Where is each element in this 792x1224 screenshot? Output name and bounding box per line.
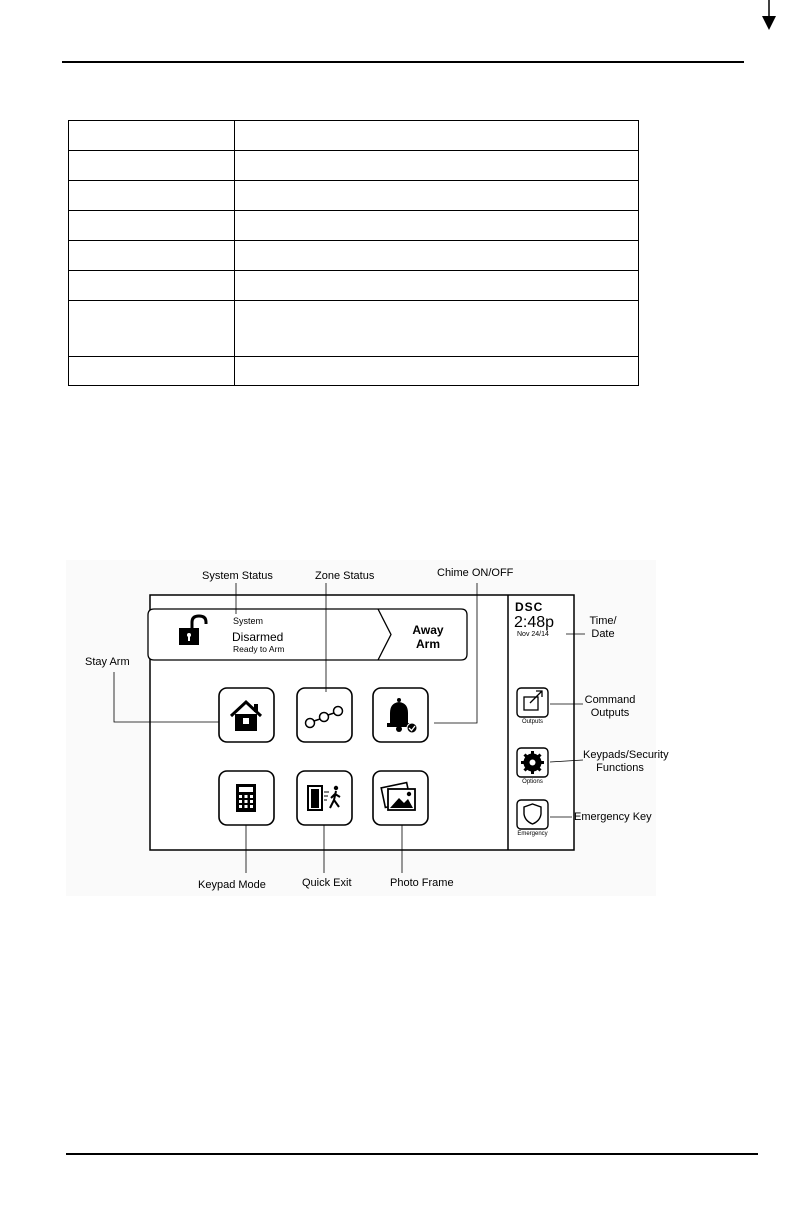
brand-logo: DSC (515, 600, 544, 614)
blank-table (68, 120, 639, 386)
callout-time-line1: Time/ (589, 615, 617, 627)
away-arm-line2: Arm (415, 637, 440, 651)
outputs-label: Outputs (521, 719, 543, 725)
zone-status-button (297, 688, 352, 742)
options-label: Options (522, 779, 543, 785)
table-row (69, 241, 639, 271)
callout-time-line2: Date (591, 628, 615, 640)
away-arm-line1: Away (412, 623, 444, 637)
outputs-button (517, 688, 548, 717)
corner-arrow-icon (758, 0, 780, 32)
clock-time: 2:48p (514, 614, 555, 631)
table-row (69, 271, 639, 301)
quick-exit-button (297, 771, 352, 825)
callout-outputs-line2: Outputs (590, 707, 630, 719)
callout-zone-status: Zone Status (315, 570, 375, 582)
footer-rule (66, 1153, 758, 1155)
callout-system-status: System Status (202, 570, 273, 582)
callout-outputs-line1: Command (584, 694, 636, 706)
callout-keypads-line2: Functions (596, 762, 644, 774)
table-row (69, 121, 639, 151)
table-row (69, 211, 639, 241)
table-row (69, 181, 639, 211)
callout-keypads-line1: Keypads/Security (583, 749, 669, 761)
clock-date: Nov 24/14 (517, 631, 549, 638)
callout-quick-exit: Quick Exit (302, 877, 352, 889)
status-detail: Ready to Arm (233, 644, 285, 654)
table-row (69, 151, 639, 181)
callout-chime: Chime ON/OFF (437, 567, 514, 579)
status-state: Disarmed (232, 630, 284, 644)
calculator-icon (236, 784, 256, 812)
callout-emergency-key: Emergency Key (574, 811, 652, 823)
figure-drawing (66, 560, 669, 896)
table-row (69, 301, 639, 357)
callout-stay-arm: Stay Arm (85, 656, 130, 668)
table-row (69, 357, 639, 386)
status-title: System (233, 616, 264, 626)
emergency-label: Emergency (517, 831, 548, 837)
header-rule (62, 61, 744, 63)
callout-keypad-mode: Keypad Mode (198, 879, 266, 891)
keypad-home-screen-figure (66, 560, 669, 896)
callout-photo-frame: Photo Frame (390, 877, 454, 889)
